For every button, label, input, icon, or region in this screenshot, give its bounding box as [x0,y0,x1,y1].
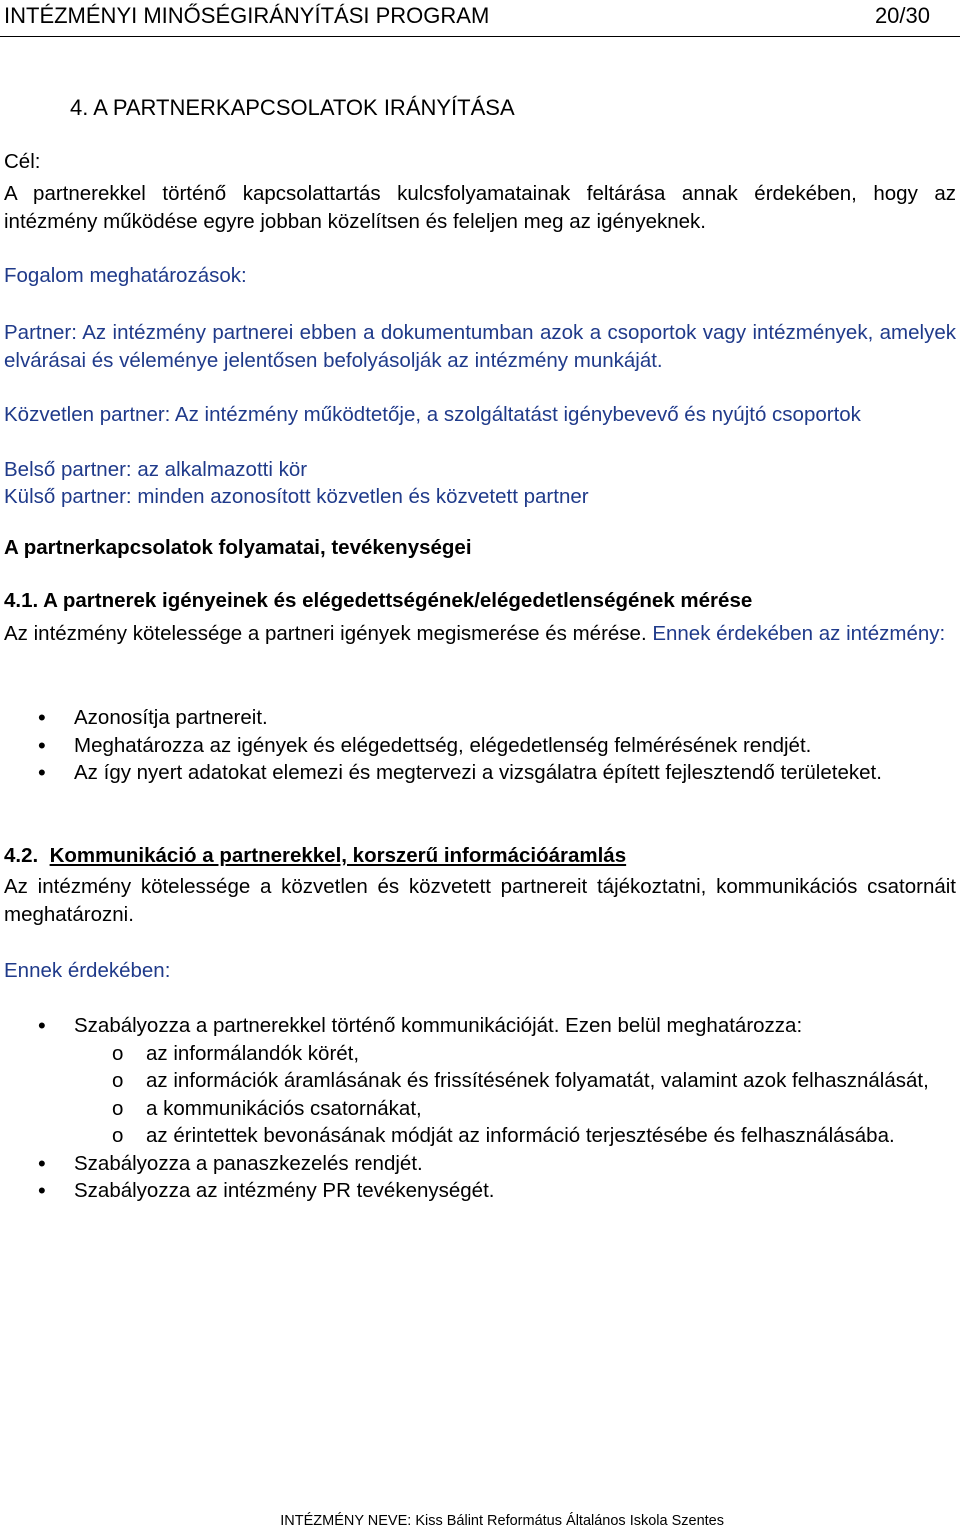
header-divider [0,36,960,37]
sub-bullet-marker: o [112,1069,124,1092]
list-item: • Szabályozza az intézmény PR tevékenységét. [0,1177,960,1205]
list-item: • Szabályozza a panaszkezelés rendjét. [0,1150,960,1178]
subsection-4-1-text [4,620,956,648]
list-item: • Meghatározza az igények és elégedettség, elégedetlenség felmérésének rendjét. [0,732,960,760]
footer-label: INTÉZMÉNY NEVE: [280,1513,412,1529]
page-header [4,2,930,30]
document-title: INTÉZMÉNYI MINŐSÉGIRÁNYÍTÁSI PROGRAM [4,3,490,28]
sub-list-item [74,1067,940,1095]
list-item: • Az így nyert adatokat elemezi és megtervezi a vizsgálatra épített fejlesztendő területeket. [0,759,960,787]
sub-list-item [74,1122,940,1150]
processes-heading: A partnerkapcsolatok folyamatai, tevékenységei [4,536,472,559]
subsection-4-2-list [0,1012,960,1205]
list-item [0,1012,960,1150]
list-item: • Azonosítja partnereit. [0,704,960,732]
internal-partner-definition: Belső partner: az alkalmazotti kör [4,458,308,481]
section-heading: 4. A PARTNERKAPCSOLATOK IRÁNYÍTÁSA [70,95,515,120]
external-partner-definition: Külső partner: minden azonosított közvetlen és közvetett partner [4,485,589,508]
subsection-4-2-title: Kommunikáció a partnerekkel, korszerű információáramlás [49,844,627,867]
sub-list-item-text: a kommunikációs csatornákat, [146,1096,422,1120]
definitions-label: Fogalom meghatározások: [4,264,247,287]
page-number: 20/30 [874,3,930,28]
footer-school-name: Kiss Bálint Református Általános Iskola Szentes [411,1513,724,1529]
page-footer [0,1512,960,1530]
direct-partner-definition: Közvetlen partner: Az intézmény működtetője, a szolgáltatást igénybevevő és nyújtó csoportok [4,403,861,426]
sub-list-item-text: az informálandók körét, [146,1041,360,1065]
sub-bullet-marker: o [112,1124,124,1147]
subsection-4-1-text-a: Az intézmény kötelessége a partneri igények megismerése és mérése. [4,622,647,645]
partner-text: Az intézmény partnerei ebben a dokumentumban azok a csoportok vagy intézmények, amelyek elvárásai és véleménye jelentősen befolyásolják az intézmény munkáját. [4,321,956,372]
sub-list-item-text: az érintettek bevonásának módját az információ terjesztésébe és felhasználásába. [146,1124,895,1147]
subsection-4-2-heading [4,842,956,870]
partner-definition [4,319,956,374]
goal-text: A partnerekkel történő kapcsolattartás kulcsfolyamatainak feltárása annak érdekében, hogy az intézmény működése egyre jobban közelítsen és feleljen meg az igényeknek. [4,182,956,233]
subsection-4-1-heading: 4.1. A partnerek igényeinek és elégedettségének/elégedetlenségének mérése [4,589,753,612]
subsection-4-1-list [0,704,960,787]
subsection-4-2-number: 4.2. [4,844,39,867]
sub-bullet-marker: o [112,1041,124,1065]
subsection-4-2-text: Az intézmény kötelessége a közvetlen és közvetett partnereit tájékoztatni, kommunikációs csatornáit meghatározni. [4,875,956,926]
partner-label: Partner: [4,321,77,344]
subsection-4-2-intro: Ennek érdekében: [4,959,171,982]
goal-label: Cél: [4,150,41,173]
list-item-text: Szabályozza a partnerekkel történő kommunikációját. Ezen belül meghatározza: [74,1014,803,1037]
subsection-4-1-text-b: Ennek érdekében az intézmény: [646,622,946,645]
sub-list-item [74,1095,940,1123]
sub-list-item [74,1040,940,1068]
sub-list-item-text: az információk áramlásának és frissítésének folyamatát, valamint azok felhasználását, [146,1069,929,1092]
sub-bullet-marker: o [112,1096,124,1120]
sub-list [74,1040,940,1150]
